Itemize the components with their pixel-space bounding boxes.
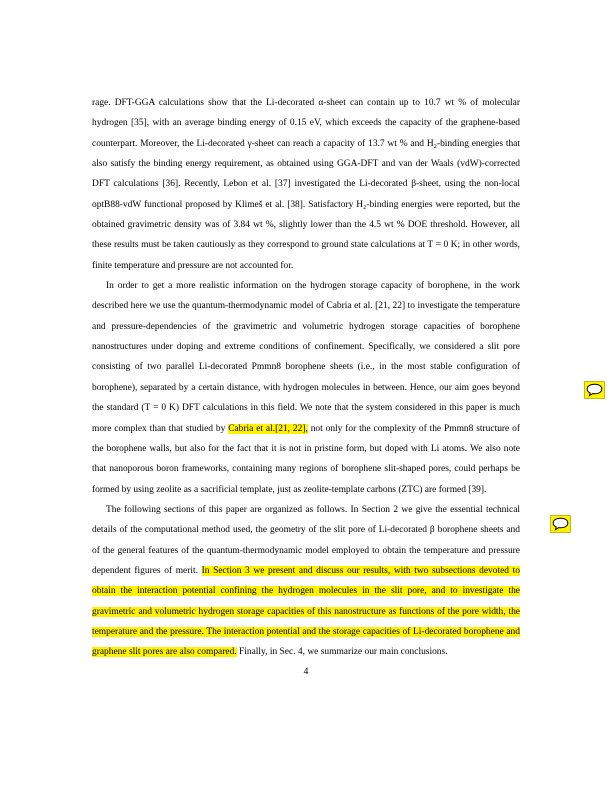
- text-segment: not only for the complexity of the Pmmn8 structure of the borophene walls, but also for the fact that it is not in pristine form, but doped with Li atoms. We also note that nanoporous boron frameworks, containing many regions of borophene slit-shaped pores, could perhaps be formed by using zeolite as a sacrificial template, just as zeolite-template carbons (ZTC) are formed [39].: [92, 423, 520, 495]
- paragraph-p2: [92, 276, 520, 500]
- paragraph-p3: [92, 500, 520, 663]
- body-text: [92, 93, 520, 663]
- speech-bubble-icon: [550, 515, 571, 533]
- comment-note-icon[interactable]: [584, 381, 605, 399]
- highlighted-text: Cabria et al.[21, 22],: [228, 423, 308, 434]
- speech-bubble-icon: [584, 381, 605, 399]
- text-segment: The following sections of this paper are organized as follows. In Section 2 we give the essential technical details of the computational method used, the geometry of the slit pore of Li-decorated β borophene sheets and of the general features of the quantum-thermodynamic model employed to obtain the temperature and pressure dependent figures of merit.: [92, 504, 520, 576]
- text-segment: Finally, in Sec. 4, we summarize our main conclusions.: [236, 647, 448, 658]
- comment-note-icon[interactable]: [550, 515, 571, 533]
- paragraph-p1: [92, 93, 520, 276]
- page-number: 4: [303, 667, 309, 677]
- text-segment: In order to get a more realistic information on the hydrogen storage capacity of borophene, in the work described here we use the quantum-thermodynamic model of Cabria et al. [21, 22] to investigate the temperature and pressure-dependencies of the gravimetric and volumetric hydrogen storage capacities of borophene nanostructures under doping and extreme conditions of confinement. Specifically, we considered a slit pore consisting of two parallel Li-decorated Pmmn8 borophene sheets (i.e., in the most stable configuration of borophene), separated by a certain distance, with hydrogen molecules in between. Hence, our aim goes beyond the standard (T = 0 K) DFT calculations in this field. We note that the system considered in this paper is much more complex than that studied by: [92, 281, 520, 434]
- highlighted-text: In Section 3 we present and discuss our results, with two subsections devoted to obtain the interaction potential confining the hydrogen molecules in the slit pore, and to investigate the gravimetric and volumetric hydrogen storage capacities of this nanostructure as functions of the pore width, the temperature and the pressure. The interaction potential and the storage capacities of Li-decorated borophene and graphene slit pores are also compared.: [92, 565, 520, 658]
- text-segment: rage. DFT-GGA calculations show that the Li-decorated α-sheet can contain up to 10.7 wt % of molecular hydrogen [35], with an average binding energy of 0.15 eV, which exceeds the capacity of the graphene-based counterpart. Moreover, the Li-decorated γ-sheet can reach a capacity of 13.7 wt % and H₂-binding energies that also satisfy the binding energy requirement, as obtained using GGA-DFT and van der Waals (vdW)-corrected DFT calculations [36]. Recently, Lebon et al. [37] investigated the Li-decorated β-sheet, using the non-local optB88-vdW functional proposed by Klimeš et al. [38]. Satisfactory H₂-binding energies were reported, but the obtained gravimetric density was of 3.84 wt %, slightly lower than the 4.5 wt % DOE threshold. However, all these results must be taken cautiously as they correspond to ground state calculations at T = 0 K; in other words, finite temperature and pressure are not accounted for.: [92, 98, 520, 271]
